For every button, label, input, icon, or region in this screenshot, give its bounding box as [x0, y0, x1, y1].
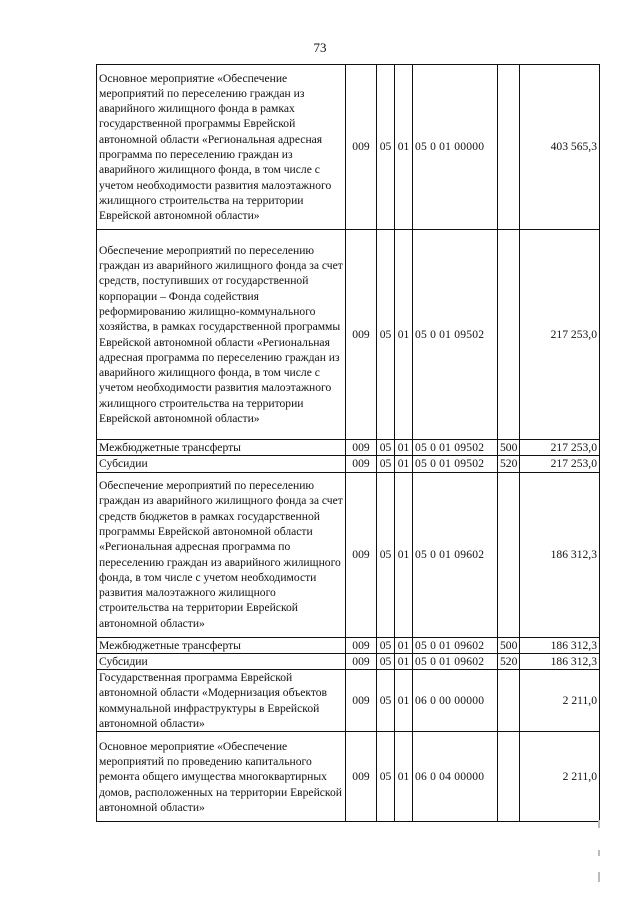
table-row — [97, 230, 600, 440]
target-article-code: 05 0 01 09602 — [413, 637, 498, 653]
row-name: Межбюджетные трансферты — [97, 440, 346, 456]
ministry-code: 009 — [346, 456, 377, 472]
amount: 186 312,3 — [520, 653, 600, 669]
budget-table — [96, 64, 600, 822]
scan-artifact — [598, 850, 600, 856]
scan-artifact — [598, 872, 600, 882]
expense-type-code — [498, 65, 520, 230]
target-article-code: 05 0 01 00000 — [413, 65, 498, 230]
row-name: Субсидии — [97, 456, 346, 472]
row-name: Основное мероприятие «Обеспечение мероприятий по проведению капитального ремонта общего имущества многоквартирных домов, расположенных на территории Еврейской автономной области» — [97, 732, 346, 822]
target-article-code: 05 0 01 09502 — [413, 456, 498, 472]
table-row — [97, 670, 600, 732]
row-name: Межбюджетные трансферты — [97, 637, 346, 653]
table-row — [97, 472, 600, 637]
amount: 2 211,0 — [520, 732, 600, 822]
subsection-code: 01 — [395, 653, 413, 669]
subsection-code: 01 — [395, 230, 413, 440]
ministry-code: 009 — [346, 670, 377, 732]
section-code: 05 — [377, 65, 395, 230]
expense-type-code: 500 — [498, 637, 520, 653]
table-row — [97, 440, 600, 456]
section-code: 05 — [377, 732, 395, 822]
amount: 403 565,3 — [520, 65, 600, 230]
target-article-code: 06 0 04 00000 — [413, 732, 498, 822]
section-code: 05 — [377, 653, 395, 669]
section-code: 05 — [377, 456, 395, 472]
amount: 2 211,0 — [520, 670, 600, 732]
row-name: Основное мероприятие «Обеспечение мероприятий по переселению граждан из аварийного жилищного фонда в рамках государственной программы Еврейской автономной области «Региональная адресная программа по переселению граждан из аварийного жилищного фонда, в том числе с учетом необходимости развития малоэтажного жилищного строительства на территории Еврейской автономной области» — [97, 65, 346, 230]
target-article-code: 05 0 01 09502 — [413, 230, 498, 440]
ministry-code: 009 — [346, 653, 377, 669]
subsection-code: 01 — [395, 637, 413, 653]
ministry-code: 009 — [346, 65, 377, 230]
section-code: 05 — [377, 230, 395, 440]
subsection-code: 01 — [395, 65, 413, 230]
subsection-code: 01 — [395, 456, 413, 472]
row-name: Обеспечение мероприятий по переселению граждан из аварийного жилищного фонда за счет средств бюджетов в рамках государственной программы Еврейской автономной области «Региональная адресная программа по переселению граждан из аварийного жилищного фонда, в том числе с учетом необходимости развития малоэтажного жилищного строительства на территории Еврейской автономной области» — [97, 472, 346, 637]
subsection-code: 01 — [395, 732, 413, 822]
ministry-code: 009 — [346, 440, 377, 456]
table-row — [97, 456, 600, 472]
subsection-code: 01 — [395, 670, 413, 732]
expense-type-code — [498, 732, 520, 822]
expense-type-code — [498, 230, 520, 440]
table-row — [97, 637, 600, 653]
target-article-code: 05 0 01 09602 — [413, 472, 498, 637]
row-name: Субсидии — [97, 653, 346, 669]
ministry-code: 009 — [346, 472, 377, 637]
amount: 217 253,0 — [520, 230, 600, 440]
subsection-code: 01 — [395, 440, 413, 456]
scan-artifact — [598, 820, 600, 828]
target-article-code: 05 0 01 09602 — [413, 653, 498, 669]
expense-type-code: 500 — [498, 440, 520, 456]
table-row — [97, 653, 600, 669]
ministry-code: 009 — [346, 230, 377, 440]
section-code: 05 — [377, 637, 395, 653]
expense-type-code — [498, 472, 520, 637]
expense-type-code: 520 — [498, 456, 520, 472]
amount: 186 312,3 — [520, 637, 600, 653]
expense-type-code — [498, 670, 520, 732]
amount: 217 253,0 — [520, 456, 600, 472]
section-code: 05 — [377, 670, 395, 732]
target-article-code: 06 0 00 00000 — [413, 670, 498, 732]
table-row — [97, 65, 600, 230]
ministry-code: 009 — [346, 732, 377, 822]
subsection-code: 01 — [395, 472, 413, 637]
expense-type-code: 520 — [498, 653, 520, 669]
table-row — [97, 732, 600, 822]
section-code: 05 — [377, 440, 395, 456]
row-name: Государственная программа Еврейской автономной области «Модернизация объектов коммунальной инфраструктуры в Еврейской автономной области» — [97, 670, 346, 732]
amount: 217 253,0 — [520, 440, 600, 456]
section-code: 05 — [377, 472, 395, 637]
amount: 186 312,3 — [520, 472, 600, 637]
target-article-code: 05 0 01 09502 — [413, 440, 498, 456]
page-number: 73 — [313, 40, 327, 55]
row-name: Обеспечение мероприятий по переселению граждан из аварийного жилищного фонда за счет средств, поступивших от государственной корпорации – Фонда содействия реформированию жилищно-коммунального хозяйства, в рамках государственной программы Еврейской автономной области «Региональная адресная программа по переселению граждан из аварийного жилищного фонда, в том числе с учетом необходимости развития малоэтажного жилищного строительства на территории Еврейской автономной области» — [97, 230, 346, 440]
ministry-code: 009 — [346, 637, 377, 653]
